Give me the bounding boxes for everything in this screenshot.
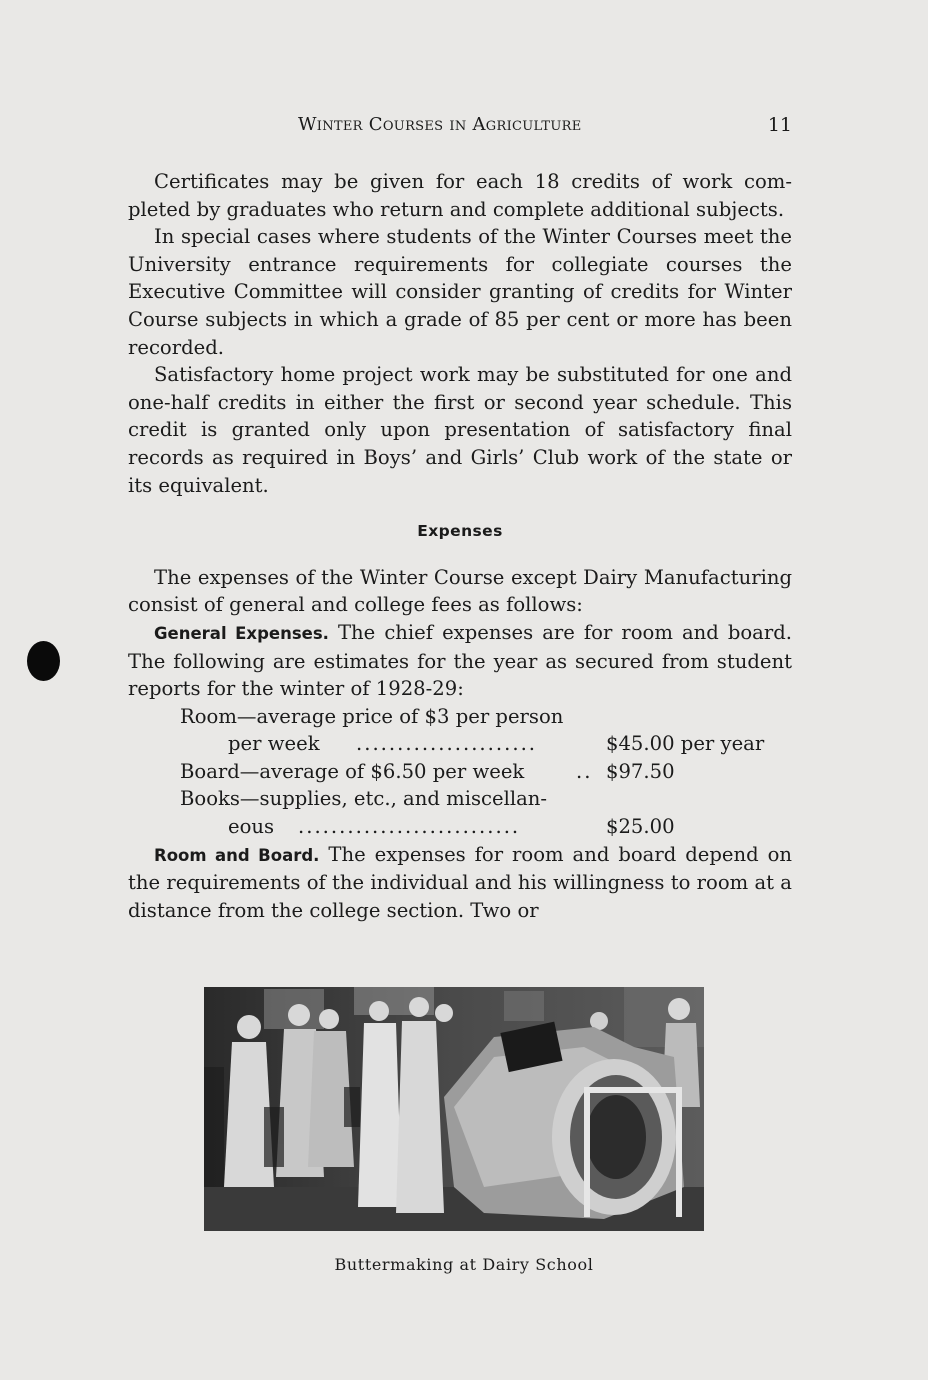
expense-room-label: Room—average price of $3 per person bbox=[180, 704, 564, 728]
runin-room-and-board: Room and Board. bbox=[154, 845, 320, 865]
body-text bbox=[128, 168, 792, 924]
paragraph-general-expenses bbox=[128, 619, 792, 703]
running-header bbox=[128, 114, 792, 142]
leader-dots: .. bbox=[576, 759, 593, 783]
paragraph-special-cases: In special cases where students of the Winter Courses meet the University entrance requirements for collegiate courses the Executive Committee will consider granting of credits for Winter Course subjects in which a grade of 85 per cent or more has been recorded. bbox=[128, 225, 792, 359]
photo-illustration bbox=[204, 987, 704, 1231]
leader-dots: ........................... bbox=[298, 815, 521, 839]
expense-books-label: Books—supplies, etc., and miscellan- bbox=[180, 787, 548, 811]
section-heading-expenses: Expenses bbox=[417, 522, 503, 541]
expense-books-line1 bbox=[128, 785, 792, 813]
expense-room-amount: $45.00 per year bbox=[606, 732, 765, 756]
running-title: Winter Courses in Agriculture bbox=[298, 114, 582, 135]
page-number: 11 bbox=[767, 114, 792, 136]
room-and-board-text: The expenses for room and board depend on the requirements of the individual and his willingness to room at a distance from the college section. Two or bbox=[128, 842, 792, 922]
expense-list bbox=[128, 703, 792, 841]
leader-dots: ...................... bbox=[356, 732, 538, 756]
expense-room-per-week: per week bbox=[228, 732, 320, 756]
photo-buttermaking bbox=[204, 987, 704, 1231]
paragraph-room-and-board bbox=[128, 841, 792, 925]
expense-board-amount: $97.50 bbox=[606, 759, 675, 783]
expense-books-amount: $25.00 bbox=[606, 815, 675, 839]
photo-caption: Buttermaking at Dairy School bbox=[334, 1255, 594, 1274]
general-expenses-text: The chief expenses are for room and board. The following are estimates for the year as secured from student reports for the winter of 1928-29: bbox=[128, 620, 793, 701]
paragraph-expenses-intro: The expenses of the Winter Course except Dairy Manufacturing consist of general and college fees as follows: bbox=[128, 565, 792, 617]
runin-general-expenses: General Expenses. bbox=[154, 623, 329, 643]
expense-books-eous: eous bbox=[228, 815, 275, 839]
expense-board-label: Board—average of $6.50 per week bbox=[180, 759, 525, 783]
expense-board-line bbox=[128, 758, 792, 786]
expense-room-line2 bbox=[128, 730, 792, 758]
expense-books-line2 bbox=[128, 813, 792, 841]
binding-hole bbox=[27, 641, 60, 681]
expense-room-line1 bbox=[128, 703, 792, 731]
paragraph-certificates: Certificates may be given for each 18 credits of work completed by graduates who return and complete additional subjects. bbox=[128, 170, 792, 221]
paragraph-home-project: Satisfactory home project work may be substituted for one and one-half credits in either the first or second year schedule. This credit is granted only upon presentation of satisfactory final records as required in Boys’ and Girls’ Club work of the state or its equivalent. bbox=[128, 363, 792, 497]
